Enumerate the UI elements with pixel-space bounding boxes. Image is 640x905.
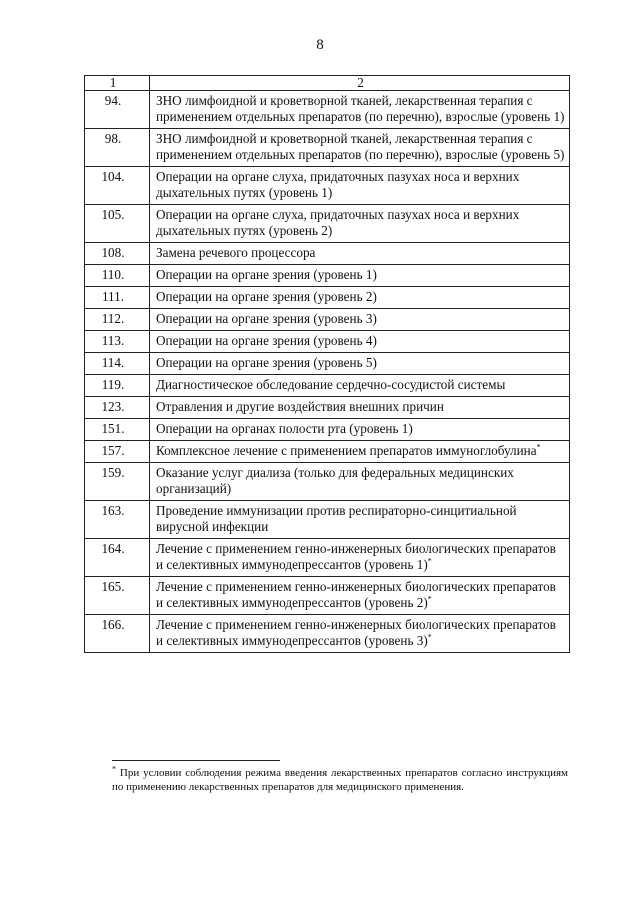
row-description [150,539,570,577]
row-description [150,91,570,129]
footnote-reference: * [427,556,432,566]
row-description [150,441,570,463]
row-description-text: Операции на органе слуха, придаточных пазухах носа и верхних дыхательных путях (уровень 1) [156,169,520,200]
row-description-text: Диагностическое обследование сердечно-сосудистой системы [156,377,506,392]
table-row [85,375,570,397]
table-row [85,539,570,577]
row-description [150,577,570,615]
row-description-text: ЗНО лимфоидной и кроветворной тканей, лекарственная терапия с применением отдельных препаратов (по перечню), взрослые (уровень 1) [156,93,565,124]
table-row [85,243,570,265]
row-description [150,205,570,243]
row-number: 94. [85,91,150,129]
row-description-text: Операции на органе зрения (уровень 1) [156,267,377,282]
row-description [150,501,570,539]
table-row [85,463,570,501]
row-number: 112. [85,309,150,331]
column-header-2: 2 [150,76,570,91]
services-table [84,75,570,653]
row-number: 151. [85,419,150,441]
row-number: 98. [85,129,150,167]
table-row [85,331,570,353]
row-description [150,419,570,441]
table-row [85,501,570,539]
row-description [150,309,570,331]
table-row [85,441,570,463]
row-number: 164. [85,539,150,577]
row-description-text: ЗНО лимфоидной и кроветворной тканей, лекарственная терапия с применением отдельных препаратов (по перечню), взрослые (уровень 5) [156,131,565,162]
footnote-divider [112,760,280,761]
row-number: 105. [85,205,150,243]
row-number: 111. [85,287,150,309]
footnote-text: При условии соблюдения режима введения лекарственных препаратов согласно инструкциям по применению лекарственных препаратов для медицинского применения. [112,767,569,793]
row-number: 114. [85,353,150,375]
row-description [150,265,570,287]
column-header-1: 1 [85,76,150,91]
table-row [85,397,570,419]
row-number: 159. [85,463,150,501]
table-row [85,205,570,243]
table-row [85,129,570,167]
row-description [150,287,570,309]
table-row [85,309,570,331]
row-number: 108. [85,243,150,265]
row-description [150,353,570,375]
row-description-text: Операции на органе зрения (уровень 2) [156,289,377,304]
row-description-text: Оказание услуг диализа (только для федеральных медицинских организаций) [156,465,514,496]
row-description [150,463,570,501]
table-row [85,419,570,441]
footnote-mark: * [112,764,116,774]
row-number: 163. [85,501,150,539]
table-row [85,577,570,615]
row-number: 104. [85,167,150,205]
footnote-reference: * [536,442,541,452]
row-number: 123. [85,397,150,419]
row-description [150,129,570,167]
table-header-row [85,76,570,91]
row-description-text: Лечение с применением генно-инженерных биологических препаратов и селективных иммунодепрессантов (уровень 2) [156,579,556,610]
row-description-text: Комплексное лечение с применением препаратов иммуноглобулина [156,443,537,458]
row-description-text: Операции на органе слуха, придаточных пазухах носа и верхних дыхательных путях (уровень 2) [156,207,520,238]
table-row [85,265,570,287]
row-description [150,615,570,653]
row-description-text: Операции на органе зрения (уровень 5) [156,355,377,370]
row-description-text: Замена речевого процессора [156,245,316,260]
row-number: 166. [85,615,150,653]
row-number: 165. [85,577,150,615]
table-row [85,353,570,375]
row-description [150,397,570,419]
row-number: 119. [85,375,150,397]
footnote-reference: * [427,594,432,604]
row-description-text: Лечение с применением генно-инженерных биологических препаратов и селективных иммунодепрессантов (уровень 3) [156,617,556,648]
table-row [85,615,570,653]
row-number: 157. [85,441,150,463]
row-description-text: Операции на органе зрения (уровень 4) [156,333,377,348]
row-description-text: Лечение с применением генно-инженерных биологических препаратов и селективных иммунодепрессантов (уровень 1) [156,541,556,572]
table-row [85,167,570,205]
row-number: 113. [85,331,150,353]
row-description-text: Отравления и другие воздействия внешних причин [156,399,444,414]
table-row [85,91,570,129]
row-description [150,375,570,397]
table-row [85,287,570,309]
row-description-text: Операции на органе зрения (уровень 3) [156,311,377,326]
row-description-text: Операции на органах полости рта (уровень 1) [156,421,413,436]
row-description [150,167,570,205]
row-description-text: Проведение иммунизации против респираторно-синцитиальной вирусной инфекции [156,503,517,534]
row-number: 110. [85,265,150,287]
row-description [150,243,570,265]
page-number: 8 [316,37,324,53]
row-description [150,331,570,353]
footnote [112,766,568,794]
footnote-reference: * [427,632,432,642]
